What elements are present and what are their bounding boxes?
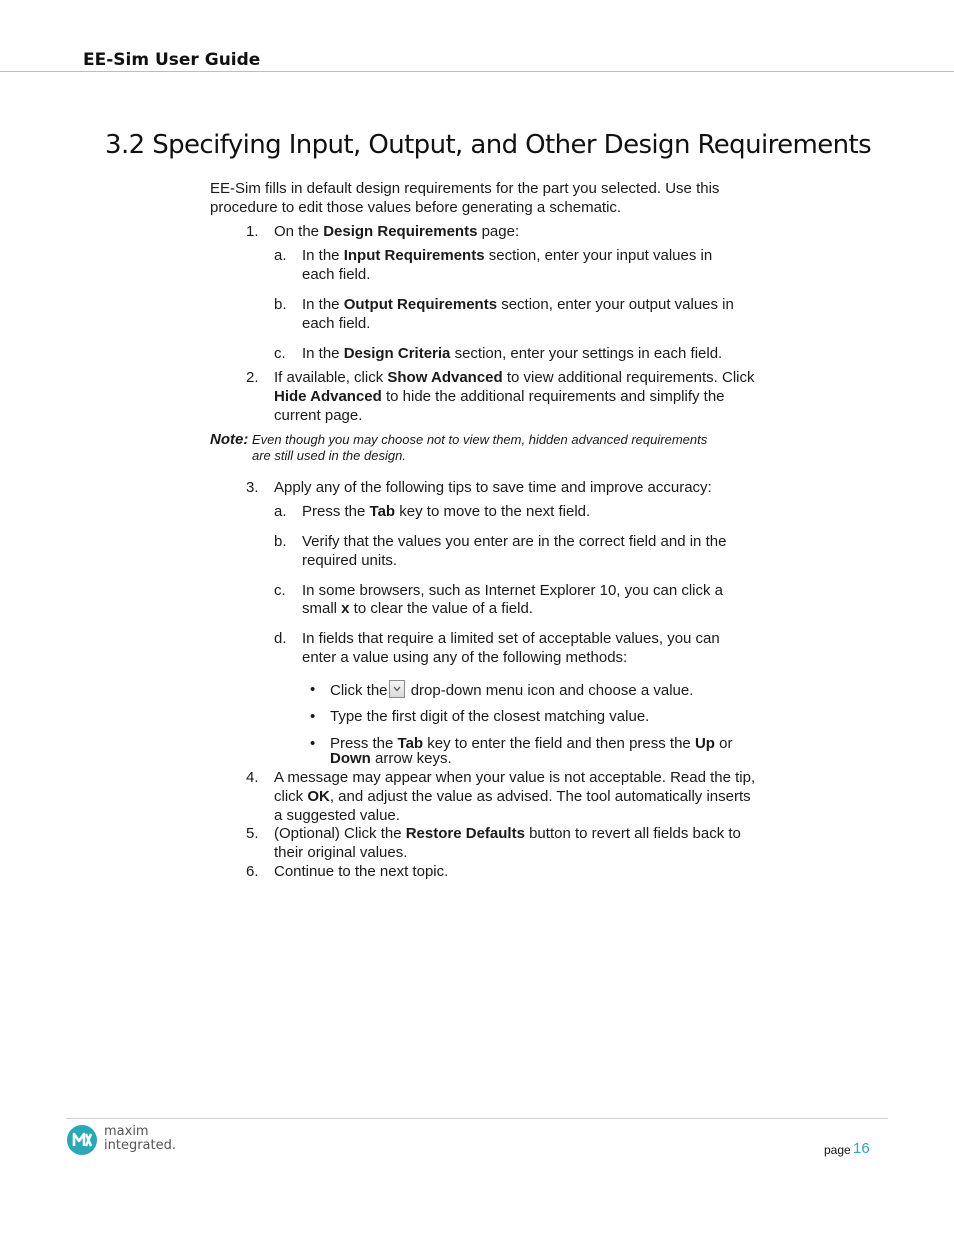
bullet-2-text: Type the first digit of the closest matching value. — [330, 708, 650, 725]
maxim-logo-text: maxim integrated. — [104, 1124, 176, 1153]
note-line-2: are still used in the design. — [252, 448, 406, 463]
intro-line-1: EE-Sim fills in default design requirements for the part you selected. Use this — [210, 180, 720, 197]
step-1a-letter: a. — [274, 247, 287, 264]
page-number: 16 — [853, 1140, 870, 1157]
step-5-line-1: (Optional) Click the Restore Defaults button to revert all fields back to — [274, 825, 741, 842]
footer-divider — [66, 1118, 888, 1119]
step-1a-line-1: In the Input Requirements section, enter your input values in — [302, 247, 713, 264]
step-3a-letter: a. — [274, 503, 287, 520]
step-1c-letter: c. — [274, 345, 286, 362]
step-3b-line-1: Verify that the values you enter are in the correct field and in the — [302, 533, 727, 550]
document-header-title: EE-Sim User Guide — [83, 50, 261, 70]
step-1-text: On the Design Requirements page: — [274, 223, 520, 240]
bullet-2-marker: • — [310, 708, 316, 725]
step-3c-letter: c. — [274, 582, 286, 599]
step-3d-line-2: enter a value using any of the following methods: — [302, 649, 628, 666]
header-divider — [0, 71, 954, 72]
step-1b-line-2: each field. — [302, 315, 371, 332]
step-1b-line-1: In the Output Requirements section, enter your output values in — [302, 296, 734, 313]
step-3-number: 3. — [246, 479, 259, 496]
step-4-line-3: a suggested value. — [274, 807, 400, 824]
step-2-line-2: Hide Advanced to hide the additional requirements and simplify the — [274, 388, 725, 405]
step-1a-line-2: each field. — [302, 266, 371, 283]
section-heading: 3.2 Specifying Input, Output, and Other Design Requirements — [105, 130, 872, 160]
step-3a-text: Press the Tab key to move to the next field. — [302, 503, 591, 520]
step-3b-line-2: required units. — [302, 552, 398, 569]
step-6-text: Continue to the next topic. — [274, 863, 449, 880]
bullet-3-marker: • — [310, 735, 316, 752]
step-5-number: 5. — [246, 825, 259, 842]
bullet-1-text: Click the drop-down menu icon and choose a value. — [330, 682, 694, 699]
step-1c-text: In the Design Criteria section, enter your settings in each field. — [302, 345, 723, 362]
step-4-number: 4. — [246, 769, 259, 786]
note-line-1: Even though you may choose not to view them, hidden advanced requirements — [248, 432, 708, 447]
step-3-text: Apply any of the following tips to save time and improve accuracy: — [274, 479, 712, 496]
dropdown-arrow-icon — [389, 680, 405, 698]
step-4-line-1: A message may appear when your value is not acceptable. Read the tip, — [274, 769, 756, 786]
step-5-line-2: their original values. — [274, 844, 408, 861]
step-3d-line-1: In fields that require a limited set of acceptable values, you can — [302, 630, 720, 647]
step-3c-line-1: In some browsers, such as Internet Explorer 10, you can click a — [302, 582, 724, 599]
step-2-line-1: If available, click Show Advanced to view additional requirements. Click — [274, 369, 755, 386]
maxim-logo-icon — [67, 1125, 97, 1155]
step-1b-letter: b. — [274, 296, 287, 313]
bullet-3-line-1: Press the Tab key to enter the field and then press the Up or — [330, 735, 733, 752]
step-2-line-3: current page. — [274, 407, 363, 424]
step-3b-letter: b. — [274, 533, 287, 550]
note-block — [210, 432, 707, 464]
bullet-1-marker: • — [310, 681, 316, 698]
step-1-number: 1. — [246, 223, 259, 240]
page-label: page — [824, 1143, 851, 1157]
note-label: Note: — [210, 431, 249, 448]
step-3c-line-2: small x to clear the value of a field. — [302, 600, 533, 617]
step-2-number: 2. — [246, 369, 259, 386]
step-3d-letter: d. — [274, 630, 287, 647]
intro-line-2: procedure to edit those values before generating a schematic. — [210, 199, 622, 216]
bullet-3-line-2: Down arrow keys. — [330, 750, 452, 767]
step-6-number: 6. — [246, 863, 259, 880]
step-4-line-2: click OK, and adjust the value as advised. The tool automatically inserts — [274, 788, 751, 805]
